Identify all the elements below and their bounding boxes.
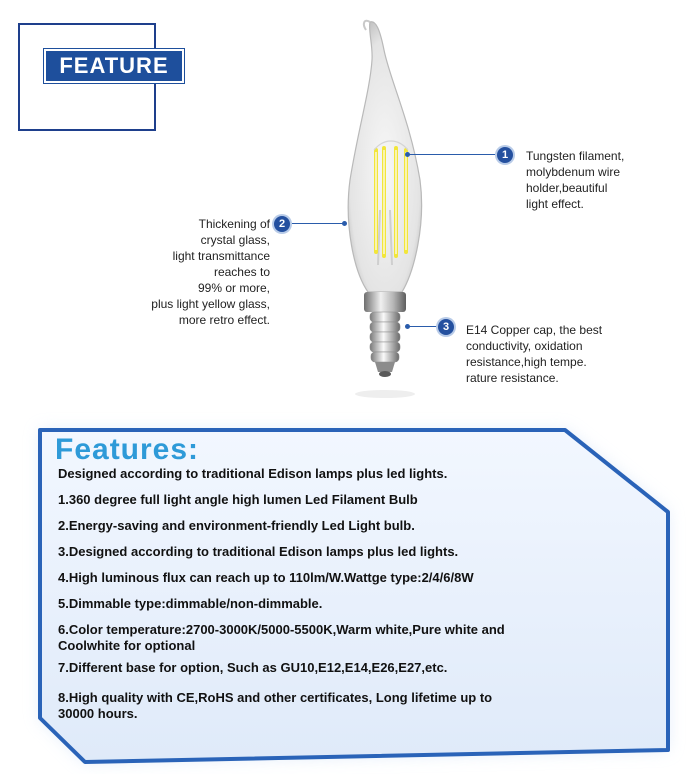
callout-1-line <box>408 154 498 155</box>
callout-2-line <box>292 223 344 224</box>
feature-item-2: 2.Energy-saving and environment-friendly Led Light bulb. <box>58 518 415 533</box>
feature-item-7: 7.Different base for option, Such as GU10,E12,E14,E26,E27,etc. <box>58 660 448 675</box>
feature-intro: Designed according to traditional Edison lamps plus led lights. <box>58 466 448 481</box>
callout-2-text: Thickening of crystal glass, light transmittance reaches to 99% or more, plus light yellow glass, more retro effect. <box>151 217 270 327</box>
callout-3-number: 3 <box>438 319 454 335</box>
callout-1-text: Tungsten filament, molybdenum wire holder,beautiful light effect. <box>526 149 625 211</box>
features-title: Features: <box>55 433 200 466</box>
feature-item-8: 8.High quality with CE,RoHS and other certificates, Long lifetime up to 30000 hours. <box>58 690 493 721</box>
callout-3-text: E14 Copper cap, the best conductivity, oxidation resistance,high tempe. rature resistance. <box>466 323 603 385</box>
feature-badge: FEATURE <box>46 51 182 81</box>
feature-item-1: 1.360 degree full light angle high lumen Led Filament Bulb <box>58 492 418 507</box>
callout-1-number: 1 <box>497 147 513 163</box>
feature-item-5: 5.Dimmable type:dimmable/non-dimmable. <box>58 596 323 611</box>
filament-bulb-image <box>318 10 452 400</box>
feature-item-3: 3.Designed according to traditional Edison lamps plus led lights. <box>58 544 459 559</box>
callout-3-line <box>408 326 438 327</box>
callout-2-number: 2 <box>274 216 290 232</box>
feature-item-4: 4.High luminous flux can reach up to 110lm/W.Wattge type:2/4/6/8W <box>58 570 474 585</box>
feature-item-6: 6.Color temperature:2700-3000K/5000-5500K,Warm white,Pure white and Coolwhite for optional <box>58 622 505 653</box>
